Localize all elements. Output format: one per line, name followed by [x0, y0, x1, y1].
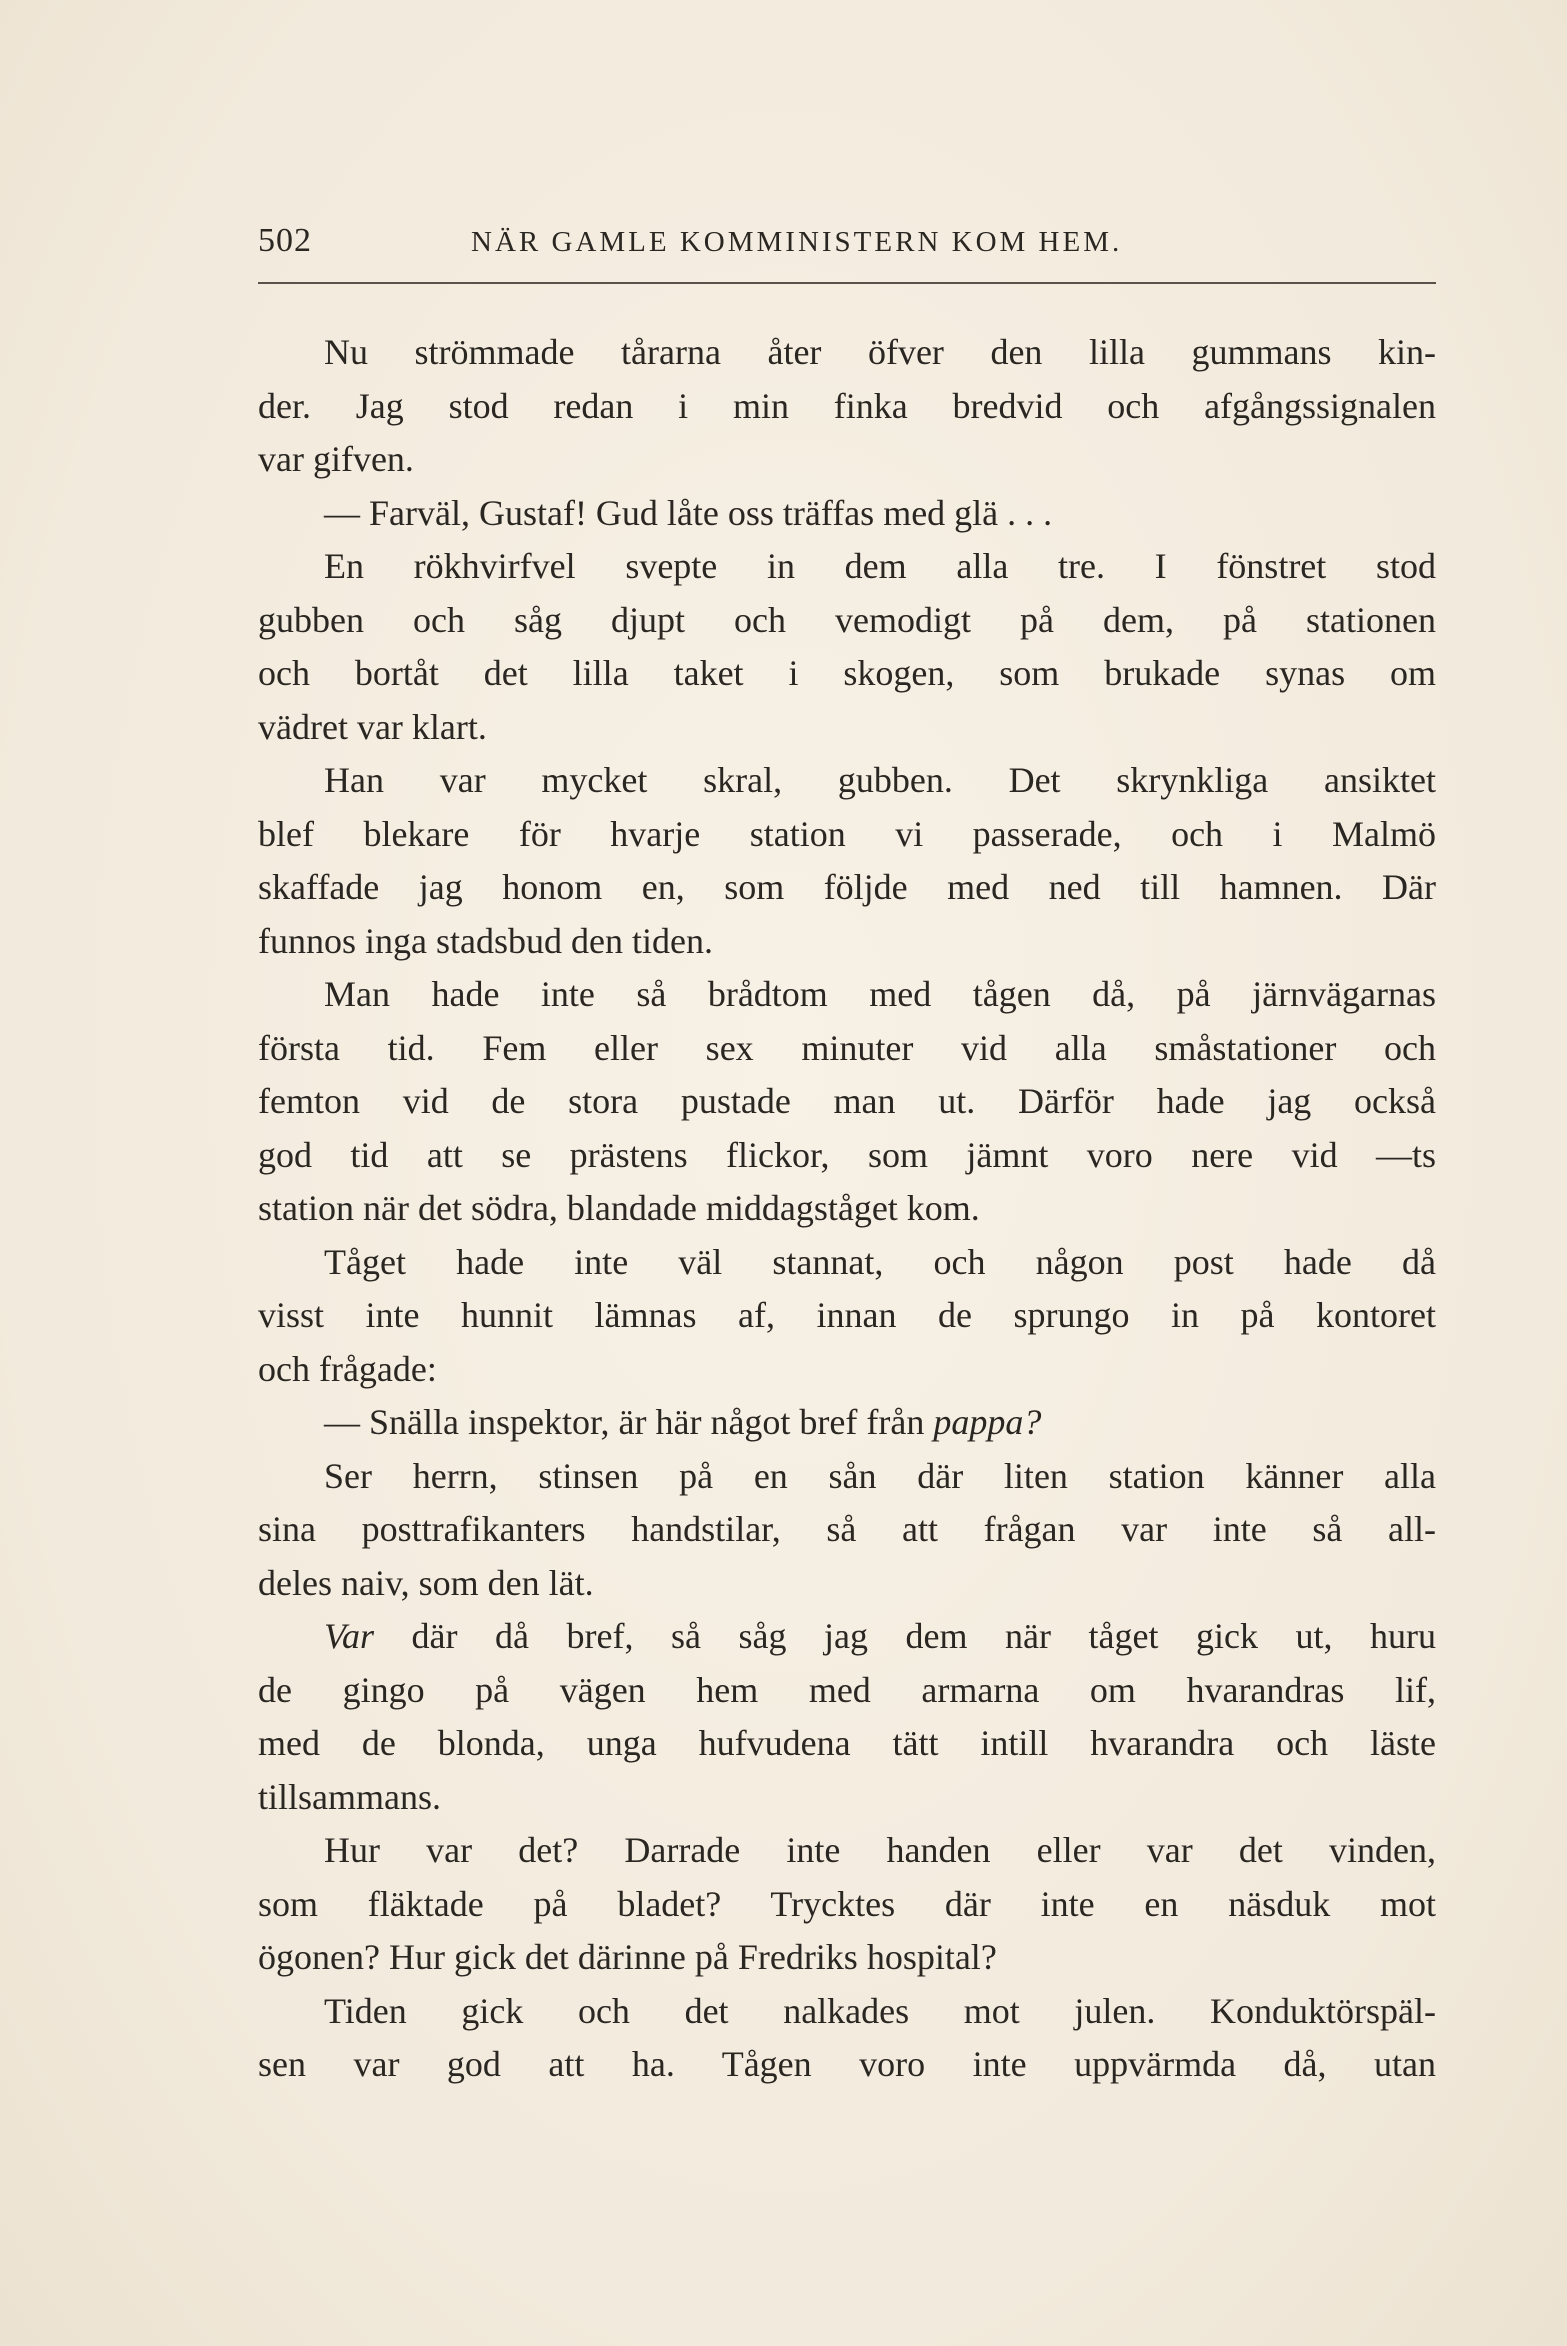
text-line — [258, 754, 1436, 808]
line-text: med de blonda, unga hufvudena tätt intill hvarandra och läste — [258, 1723, 1436, 1763]
text-line — [258, 1824, 1436, 1878]
text-line — [258, 915, 1436, 969]
text-line — [258, 1931, 1436, 1985]
line-text: Tiden gick och det nalkades mot julen. Konduktörspäl- — [324, 1990, 1436, 2031]
line-text: första tid. Fem eller sex minuter vid alla småstationer och — [258, 1027, 1436, 1068]
text-line — [258, 1236, 1436, 1290]
header-rule — [258, 282, 1436, 284]
line-text: gubben och såg djupt och vemodigt på dem, på stationen — [258, 599, 1436, 640]
text-line — [258, 1182, 1436, 1236]
line-text: Hur var det? Darrade inte handen eller var det vinden, — [324, 1830, 1436, 1870]
line-text: de gingo på vägen hem med armarna om hvarandras lif, — [258, 1669, 1436, 1710]
text-line — [258, 1985, 1436, 2039]
line-text: — Snälla inspektor, är här något bref från — [324, 1402, 934, 1442]
line-text: ögonen? Hur gick det därinne på Fredriks hospital? — [258, 1937, 997, 1977]
text-line — [258, 1450, 1436, 1504]
line-text: visst inte hunnit lämnas af, innan de sprungo in på kontoret — [258, 1295, 1436, 1335]
text-line — [258, 1771, 1436, 1825]
text-line — [258, 487, 1436, 541]
line-text: femton vid de stora pustade man ut. Därför hade jag också — [258, 1081, 1436, 1121]
body-text — [258, 326, 1436, 2092]
line-text: — Farväl, Gustaf! Gud låte oss träffas med glä . . . — [324, 492, 1053, 533]
text-line — [258, 701, 1436, 755]
line-text: Nu strömmade tårarna åter öfver den lilla gummans kin- — [324, 332, 1436, 372]
line-text: god tid att se prästens flickor, som jämnt voro nere vid —ts — [258, 1134, 1436, 1175]
text-line — [258, 1664, 1436, 1718]
line-text: och bortåt det lilla taket i skogen, som brukade synas om — [258, 653, 1436, 693]
line-text: En rökhvirfvel svepte in dem alla tre. I fönstret stod — [324, 546, 1436, 586]
page-number: 502 — [258, 222, 312, 259]
line-text: der. Jag stod redan i min finka bredvid och afgångssignalen — [258, 385, 1436, 426]
line-text: tillsammans. — [258, 1776, 441, 1817]
italic-text: Var — [324, 1616, 375, 1656]
line-text: vädret var klart. — [258, 706, 487, 747]
text-line — [258, 1717, 1436, 1771]
text-line — [258, 380, 1436, 434]
text-line — [258, 647, 1436, 701]
line-text: funnos inga stadsbud den tiden. — [258, 920, 713, 961]
text-line — [258, 808, 1436, 862]
page-header — [258, 222, 1438, 272]
line-text: Han var mycket skral, gubben. Det skrynkliga ansiktet — [324, 760, 1436, 800]
text-line — [258, 1503, 1436, 1557]
text-line — [258, 861, 1436, 915]
text-line — [258, 326, 1436, 380]
line-text: sen var god att ha. Tågen voro inte uppvärmda då, utan — [258, 2044, 1436, 2084]
line-text: deles naiv, som den lät. — [258, 1562, 594, 1603]
line-text: Man hade inte så brådtom med tågen då, på järnvägarnas — [324, 974, 1436, 1014]
text-line — [258, 2038, 1436, 2092]
line-text: blef blekare för hvarje station vi passerade, och i Malmö — [258, 813, 1436, 854]
line-text: var gifven. — [258, 439, 414, 479]
line-text: station när det södra, blandade middagståget kom. — [258, 1188, 980, 1228]
line-text: och frågade: — [258, 1348, 437, 1389]
text-line — [258, 1289, 1436, 1343]
text-line — [258, 594, 1436, 648]
text-line — [258, 1557, 1436, 1611]
text-line — [258, 540, 1436, 594]
line-text: där då bref, så såg jag dem när tåget gick ut, huru — [374, 1616, 1436, 1656]
text-line — [258, 1878, 1436, 1932]
line-text: som fläktade på bladet? Trycktes där inte en näsduk mot — [258, 1883, 1436, 1924]
text-line — [258, 1343, 1436, 1397]
text-line — [258, 1396, 1436, 1450]
text-line — [258, 1022, 1436, 1076]
text-line — [258, 1075, 1436, 1129]
line-text: Tåget hade inte väl stannat, och någon post hade då — [324, 1241, 1436, 1282]
line-text: skaffade jag honom en, som följde med ned till hamnen. Där — [258, 867, 1436, 907]
text-line — [258, 1129, 1436, 1183]
running-head: NÄR GAMLE KOMMINISTERN KOM HEM. — [471, 226, 1123, 258]
line-text: Ser herrn, stinsen på en sån där liten station känner alla — [324, 1455, 1436, 1496]
line-text: sina posttrafikanters handstilar, så att frågan var inte så all- — [258, 1509, 1436, 1549]
text-line — [258, 968, 1436, 1022]
text-line — [258, 1610, 1436, 1664]
text-line — [258, 433, 1436, 487]
italic-text: pappa? — [933, 1402, 1042, 1442]
